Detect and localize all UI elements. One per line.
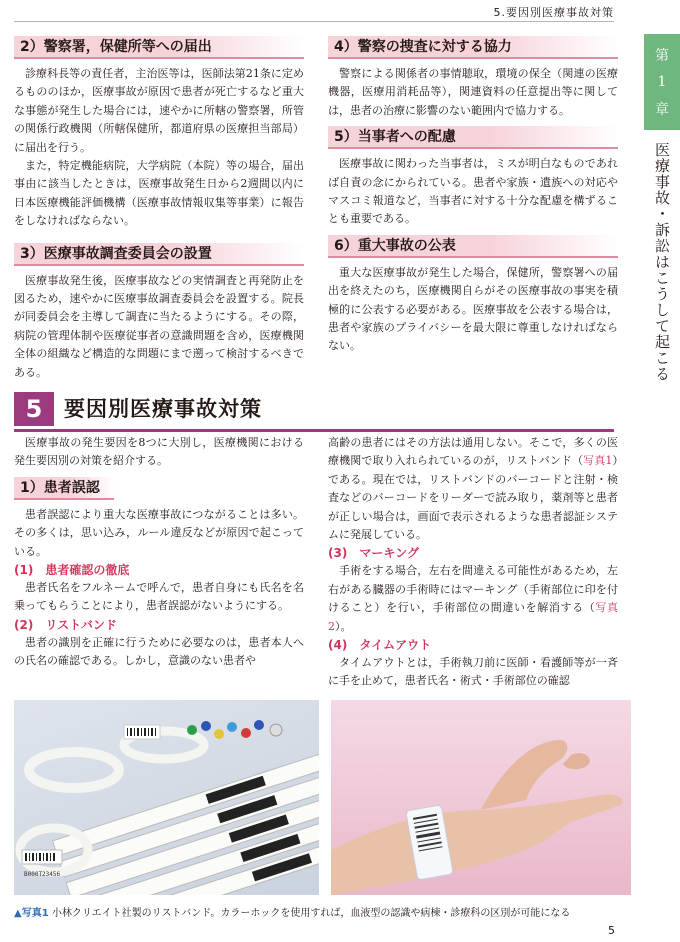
chapter-tab-char: 第 [655,47,669,64]
chapter-side-label: 医療事故・訴訟はこうして起こる [653,142,671,382]
chapter-tab-char: 章 [655,102,669,119]
paragraph [328,562,618,636]
paragraph: 医療事故の発生要因を8つに大別し，医療機関における発生要因別の対策を紹介する。 [14,436,304,468]
item-heading: (3) マーキング [328,546,419,561]
photo-caption [14,904,570,919]
caption-tag: ▲写真1 [14,908,49,919]
page-number: 5 [608,924,615,937]
right-lower-column [328,434,618,691]
text-run: 高齢の患者にはその方法は通用しない。そこで，多くの医療機関で取り入れられているのが，リストバンド（ [328,436,618,468]
photo-wristbands [14,700,319,895]
paragraph: 重大な医療事故が発生した場合，保健所，警察署への届出を終えたのち，医療機関自らがその医療事故の事実を積極的に公表する必要がある。医療事故を公表する場合は，患者や家族のプライバシーを最大限に尊重しなければならない。 [328,265,618,353]
left-lower-column [14,434,304,671]
paragraph: 医療事故に関わった当事者は，ミスが明白なものであれば自責の念にかられている。患者や家族・遺族への対応やマスコミ報道など，当事者に対する十分な配慮を構ずることも重要である。 [328,157,618,226]
item-heading: (4) タイムアウト [328,638,432,653]
text-run: ）である。現在では，リストバンドのバーコードと注射・検査などのバーコードをリーダーで読み取り，薬剤等と患者が正しい場合は，画面で表示されるような患者認証システムに発展している。 [328,454,619,542]
band-code-label: B000T23456 [24,871,61,878]
wristbands-illustration [14,700,319,895]
subsection-heading: 2）警察署，保健所等への届出 [14,36,304,59]
section-title: 要因別医療事故対策 [64,397,262,421]
item-heading: (1) 患者確認の徹底 [14,563,130,578]
paragraph [328,434,618,544]
paragraph: 警察による関係者の事情聴取，環境の保全（関連の医療機器，医療用消耗品等），関連資料の任意提出等に関しては，患者の治療に影響のない範囲内で協力する。 [328,67,618,117]
left-top-column [14,36,304,382]
right-top-column [328,36,618,356]
wrist-illustration [331,700,631,895]
subsection-heading: 6）重大事故の公表 [328,235,618,258]
paragraph: また，特定機能病院，大学病院（本院）等の場合，届出事由に該当したときは，医療事故発生日から2週間以内に日本医療機能評価機構（医療事故情報収集等事業）に報告をしなければならない。 [14,159,304,228]
chapter-tab [644,34,680,130]
header-rule [14,21,614,22]
running-head: 5.要因別医療事故対策 [493,6,614,19]
chapter-tab-char: 1 [657,73,667,90]
photo-reference: 写真2 [328,601,618,633]
section-rule [14,429,614,432]
photo-reference: 写真1 [583,454,613,468]
text-run: ）。 [335,619,352,633]
text-run: 手術をする場合，左右を間違える可能性があるため，左右がある臓器の手術時にはマーキング（手術部位に印を付けること）を行い，手術部位の間違いを解消する（ [328,564,618,615]
item-heading: (2) リストバンド [14,617,117,632]
paragraph: 医療事故発生後，医療事故などの実情調査と再発防止を図るため，速やかに医療事故調査委員会を設置する。院長が同委員会を主導して調査に当たるようにする。その際，病院の管理体制や医療従事者の意識問題を含め，医療機関全体の組織など構造的な問題にまで遡って検討するべきである。 [14,273,304,379]
subsection-heading: 1）患者誤認 [14,477,114,500]
subsection-heading: 5）当事者への配慮 [328,126,618,149]
photo-wrist-band [331,700,631,895]
caption-text: 小林クリエイト社製のリストバンド。カラーホックを使用すれば，血液型の認識や病棟・診療科の区別が可能になる [51,908,571,919]
section-number: 5 [14,392,54,426]
paragraph: 診療科長等の責任者，主治医等は，医師法第21条に定めるもののほか，医療事故が原因で患者が死亡するなど重大な事態が発生した場合には，速やかに所轄の警察署，所管の関係行政機関（所轄保健所，都道府県の医療担当部局）に届出を行う。 [14,67,304,154]
subsection-heading: 3）医療事故調査委員会の設置 [14,243,304,266]
paragraph: 患者誤認により重大な医療事故につながることは多い。その多くは，思い込み，ルール違反などが原因で起こっている。 [14,507,304,558]
subsection-heading: 4）警察の捜査に対する協力 [328,36,618,59]
paragraph: 患者の識別を正確に行うために必要なのは，患者本人への氏名の確認である。しかし，意識のない患者や [14,635,304,668]
paragraph: タイムアウトとは，手術執刀前に医師・看護師等が一斉に手を止めて，患者氏名・術式・手術部位の確認 [328,656,618,688]
paragraph: 患者氏名をフルネームで呼んで，患者自身にも氏名を名乗ってもらうことにより，患者誤認がないようにする。 [14,581,304,613]
